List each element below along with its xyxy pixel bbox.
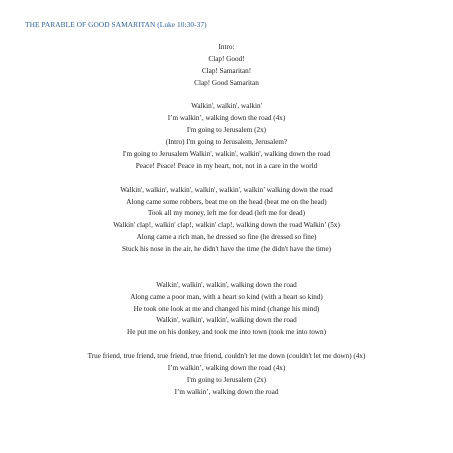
lyric-line: Along came a rich man, he dressed so fine (he dressed so fine) [136,233,317,242]
stanza-spacer [0,339,453,351]
stanza-robbers [0,185,453,256]
lyric-line: Stuck his nose in the air, he didn't have the time (he didn't have the time) [121,245,332,254]
lyric-line: Took all my money, left me for dead (left me for dead) [147,209,306,218]
stanza-poor-man [0,280,453,339]
lyric-line: Peace! Peace! Peace in my heart, not, not in a care in the world [135,161,318,170]
lyric-line: Clap! Good Samaritan [194,78,259,87]
stanza-spacer [0,268,453,280]
lyric-line: Intro: [218,43,235,51]
lyric-line: Along came some robbers, beat me on the head (beat me on the head) [126,197,327,206]
stanza-intro [0,42,453,90]
stanza-true-friend [0,351,453,399]
lyric-line: I’m walkin’, walking down the road (4x) [167,364,286,373]
lyric-line: I’m walkin’, walking down the road [174,387,279,396]
lyric-line: He took one look at me and changed his mind (change his mind) [133,304,320,313]
stanza-walkin [0,101,453,172]
lyric-line: Walkin', walkin', walkin' [191,102,262,111]
stanza-spacer [0,173,453,185]
document-title: THE PARABLE OF GOOD SAMARITAN (Luke 10:30-37) [25,20,207,29]
lyric-line: True friend, true friend, true friend, true friend, couldn't let me down (couldn't let me down) (4x) [87,352,366,361]
lyric-line: Along came a poor man, with a heart so kind (with a heart so kind) [130,292,323,301]
lyric-line: (Intro) I'm going to Jerusalem, Jerusalem? [165,138,288,147]
lyrics-body [0,42,453,399]
stanza-spacer [0,256,453,268]
lyric-line: Clap! Good! [208,54,245,63]
lyric-line: I'm going to Jerusalem Walkin', walkin', walkin', walking down the road [122,150,331,159]
stanza-spacer [0,90,453,102]
lyric-line: I'm going to Jerusalem (2x) [186,375,267,384]
lyric-line: Walkin', walkin', walkin', walking down the road [156,316,297,325]
lyric-line: I’m walkin’, walking down the road (4x) [167,114,286,123]
lyric-line: I'm going to Jerusalem (2x) [186,126,267,135]
lyric-line: He put me on his donkey, and took me into town (took me into town) [127,328,326,337]
lyric-line: Walkin', walkin', walkin', walkin', walkin', walkin’ walking down the road [120,185,333,194]
lyric-line: Walkin' clap!, walkin' clap!, walkin' clap!, walking down the road Walkin’ (5x) [113,221,340,230]
lyric-line: Walkin', walkin', walkin', walking down the road [156,280,297,289]
lyric-line: Clap! Samaritan! [201,66,252,75]
